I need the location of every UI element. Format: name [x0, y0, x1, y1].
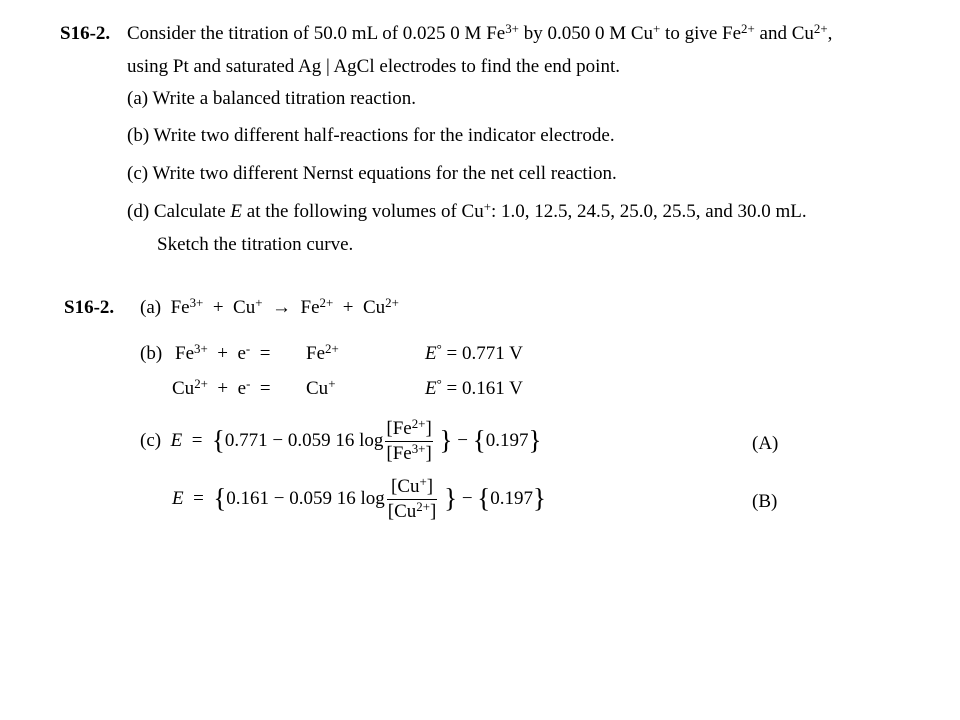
- question-line-2: using Pt and saturated Ag | AgCl electrodes to find the end point.: [127, 56, 620, 77]
- question-line-1: Consider the titration of 50.0 mL of 0.025 0 M $Fe^{3+}$ by 0.050 0 M Cu+ to give $Fe^{2+}$ and $Cu^{2+}$,: [127, 20, 833, 44]
- half-reaction-1-right: $Fe^{2+}$: [306, 340, 339, 364]
- answer-number: S16-2.: [64, 297, 115, 318]
- answer-part-a: (a) $Fe^{3+} + Cu^+ \to Fe^{2+} + Cu^{2+}$: [140, 294, 399, 318]
- half-reaction-1-left: $Fe^{3+} + e^-$ =: [175, 340, 271, 364]
- equation-tag-a: (A): [752, 433, 779, 454]
- concentration-ratio-a: $\frac{[Fe^{2+}]}{[Fe^{3+}]}$: [386, 415, 432, 464]
- question-part-a: (a) Write a balanced titration reaction.: [127, 88, 417, 109]
- question-part-d: (d) Calculate E at the following volumes of Cu+: 1.0, 12.5, 24.5, 25.0, 25.5, and 30.0 mL.: [127, 198, 807, 222]
- concentration-ratio-b: $\frac{[Cu^+]}{[Cu^{2+}]}$: [387, 473, 437, 522]
- half-reaction-1-potential: E° = 0.771 V: [425, 340, 523, 364]
- question-part-c: (c) Write two different Nernst equations for the net cell reaction.: [127, 163, 617, 184]
- question-part-d-line-2: Sketch the titration curve.: [157, 234, 354, 255]
- half-reaction-2-potential: E° = 0.161 V: [425, 375, 523, 399]
- equation-tag-b: (B): [752, 491, 778, 512]
- half-reaction-2-left: $Cu^{2+} + e^-$ =: [172, 375, 271, 399]
- nernst-equation-b: E = {0.161 − 0.059 16 log $\frac{[Cu^+]}{[Cu^{2+}]}$ } − {0.197}: [172, 473, 546, 522]
- answer-part-b-label: (b): [140, 343, 163, 364]
- question-part-b: (b) Write two different half-reactions for the indicator electrode.: [127, 125, 615, 146]
- reaction-arrow: →: [272, 297, 292, 318]
- question-number: S16-2.: [60, 23, 111, 44]
- nernst-equation-a: (c) E = {0.771 − 0.059 16 log $\frac{[Fe^{2+}]}{[Fe^{3+}]}$ } − {0.197}: [140, 415, 542, 464]
- half-reaction-2-right: Cu+: [306, 375, 336, 399]
